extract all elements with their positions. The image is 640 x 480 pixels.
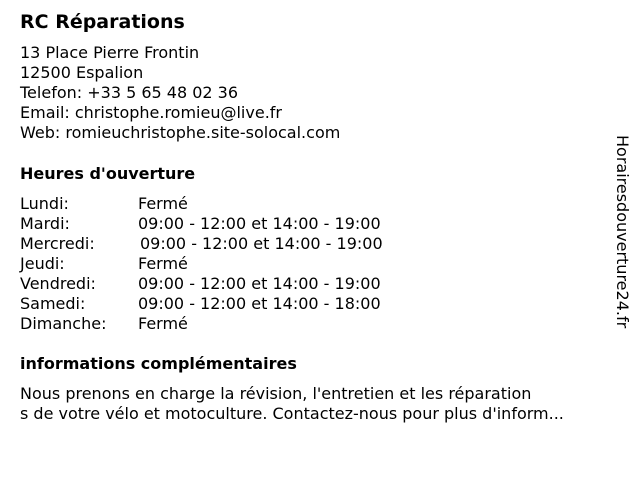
day-label: Samedi: (20, 294, 86, 313)
hours-value: Fermé (138, 314, 188, 333)
hours-value: 09:00 - 12:00 et 14:00 - 19:00 (140, 234, 383, 253)
info-line-2: s de votre vélo et motoculture. Contactez-nous pour plus d'inform... (20, 404, 564, 423)
opening-hours-table (20, 194, 440, 334)
hours-value: Fermé (138, 254, 188, 273)
address-street: 13 Place Pierre Frontin (20, 43, 200, 62)
business-name: RC Réparations (20, 11, 185, 33)
hours-row-sunday (20, 314, 440, 334)
site-watermark-label: Horairesdouverture24.fr (613, 135, 632, 329)
address-city: 12500 Espalion (20, 63, 144, 82)
hours-value: 09:00 - 12:00 et 14:00 - 19:00 (138, 214, 381, 233)
hours-row-thursday (20, 254, 440, 274)
web-line: Web: romieuchristophe.site-solocal.com (20, 123, 341, 142)
info-line-1: Nous prenons en charge la révision, l'entretien et les réparation (20, 384, 532, 403)
day-label: Dimanche: (20, 314, 107, 333)
hours-row-saturday (20, 294, 440, 314)
opening-hours-heading: Heures d'ouverture (20, 164, 196, 183)
business-contact-block (20, 43, 340, 143)
additional-info-text (20, 384, 620, 424)
additional-info-heading: informations complémentaires (20, 354, 297, 373)
phone-line: Telefon: +33 5 65 48 02 36 (20, 83, 239, 102)
hours-value: 09:00 - 12:00 et 14:00 - 19:00 (138, 274, 381, 293)
email-line: Email: christophe.romieu@live.fr (20, 103, 282, 122)
hours-row-tuesday (20, 214, 440, 234)
day-label: Vendredi: (20, 274, 96, 293)
hours-row-monday (20, 194, 440, 214)
hours-row-friday (20, 274, 440, 294)
day-label: Mercredi: (20, 234, 95, 253)
day-label: Jeudi: (20, 254, 65, 273)
day-label: Mardi: (20, 214, 70, 233)
hours-row-wednesday (20, 234, 440, 254)
hours-value: 09:00 - 12:00 et 14:00 - 18:00 (138, 294, 381, 313)
hours-value: Fermé (138, 194, 188, 213)
day-label: Lundi: (20, 194, 69, 213)
